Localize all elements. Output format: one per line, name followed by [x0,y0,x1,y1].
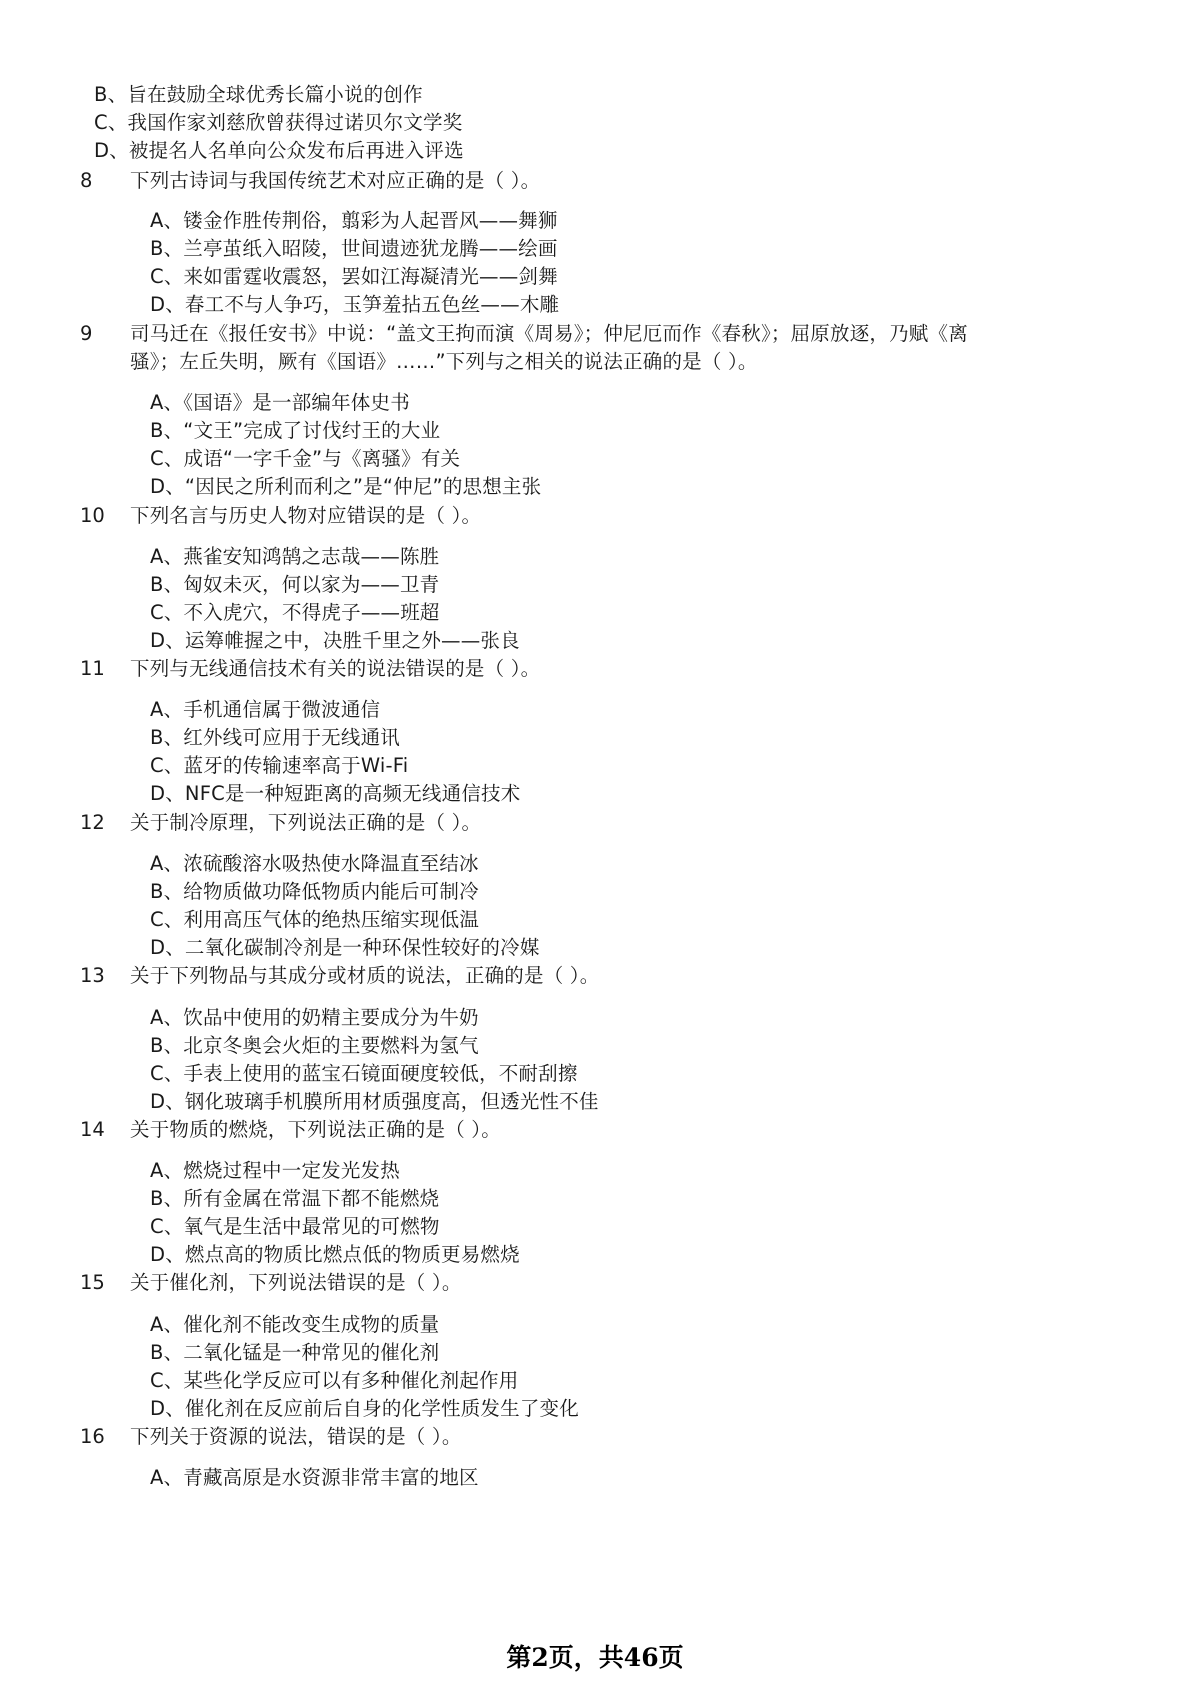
question-stem: 关于物质的燃烧，下列说法正确的是（ ）。 [130,1118,501,1141]
question-stem: 下列与无线通信技术有关的说法错误的是（ ）。 [130,657,541,680]
question-stem: 下列名言与历史人物对应错误的是（ ）。 [130,504,482,527]
option-a: A、手机通信属于微波通信 [150,698,381,721]
option-a: A、青藏高原是水资源非常丰富的地区 [150,1466,479,1489]
option-d: D、NFC是一种短距离的高频无线通信技术 [150,782,521,805]
option-a: A、浓硫酸溶水吸热使水降温直至结冰 [150,852,479,875]
option-a: A、《国语》是一部编年体史书 [150,391,410,414]
question-stem-line-2: 骚》；左丘失明，厥有《国语》……”下列与之相关的说法正确的是（ ）。 [130,350,758,373]
question-stem: 关于制冷原理，下列说法正确的是（ ）。 [130,811,482,834]
question-stem: 关于催化剂，下列说法错误的是（ ）。 [130,1271,462,1294]
option-c: C、来如雷霆收震怒，罢如江海凝清光——剑舞 [150,265,558,288]
option-a: A、饮品中使用的奶精主要成分为牛奶 [150,1006,479,1029]
prev-option-d: D、被提名人名单向公众发布后再进入评选 [94,139,464,162]
option-c: C、手表上使用的蓝宝石镜面硬度较低，不耐刮擦 [150,1062,578,1085]
option-d: D、春工不与人争巧，玉笋羞拈五色丝——木雕 [150,293,560,316]
option-d: D、运筹帷握之中，决胜千里之外——张良 [150,629,520,652]
option-d: D、燃点高的物质比燃点低的物质更易燃烧 [150,1243,520,1266]
option-b: B、所有金属在常温下都不能燃烧 [150,1187,440,1210]
question-stem: 下列古诗词与我国传统艺术对应正确的是（ ）。 [130,169,541,192]
option-b: B、给物质做功降低物质内能后可制冷 [150,880,479,903]
option-a: A、燕雀安知鸿鹄之志哉——陈胜 [150,545,440,568]
question-stem: 关于下列物品与其成分或材质的说法，正确的是（ ）。 [130,964,600,987]
question-number: 8 [80,169,93,192]
option-c: C、成语“一字千金”与《离骚》有关 [150,447,461,470]
option-d: D、钢化玻璃手机膜所用材质强度高，但透光性不佳 [150,1090,599,1113]
option-c: C、不入虎穴，不得虎子——班超 [150,601,440,624]
option-c: C、利用高压气体的绝热压缩实现低温 [150,908,480,931]
option-b: B、北京冬奥会火炬的主要燃料为氢气 [150,1034,479,1057]
option-d: D、催化剂在反应前后自身的化学性质发生了变化 [150,1397,579,1420]
question-stem-line-1: 司马迁在《报任安书》中说：“盖文王拘而演《周易》；仲尼厄而作《春秋》；屈原放逐，乃赋《离 [130,322,968,345]
option-d: D、“因民之所利而利之”是“仲尼”的思想主张 [150,475,542,498]
question-number: 14 [80,1118,105,1141]
question-number: 11 [80,657,105,680]
option-d: D、二氧化碳制冷剂是一种环保性较好的冷媒 [150,936,540,959]
option-b: B、匈奴未灭，何以家为——卫青 [150,573,440,596]
option-b: B、兰亭茧纸入昭陵，世间遗迹犹龙腾——绘画 [150,237,558,260]
question-number: 10 [80,504,105,527]
option-a: A、燃烧过程中一定发光发热 [150,1159,400,1182]
question-number: 13 [80,964,105,987]
question-stem: 下列关于资源的说法，错误的是（ ）。 [130,1425,462,1448]
page-number-footer: 第2页，共46页 [506,1643,684,1672]
option-c: C、蓝牙的传输速率高于Wi-Fi [150,754,409,777]
option-c: C、某些化学反应可以有多种催化剂起作用 [150,1369,519,1392]
question-number: 12 [80,811,105,834]
option-a: A、催化剂不能改变生成物的质量 [150,1313,440,1336]
question-number: 9 [80,322,93,345]
option-b: B、红外线可应用于无线通讯 [150,726,400,749]
option-b: B、二氧化锰是一种常见的催化剂 [150,1341,440,1364]
question-number: 16 [80,1425,105,1448]
option-b: B、“文王”完成了讨伐纣王的大业 [150,419,441,442]
prev-option-c: C、我国作家刘慈欣曾获得过诺贝尔文学奖 [94,111,463,134]
question-number: 15 [80,1271,105,1294]
option-a: A、镂金作胜传荆俗，翦彩为人起晋风——舞狮 [150,209,558,232]
option-c: C、氧气是生活中最常见的可燃物 [150,1215,440,1238]
prev-option-b: B、旨在鼓励全球优秀长篇小说的创作 [94,83,423,106]
